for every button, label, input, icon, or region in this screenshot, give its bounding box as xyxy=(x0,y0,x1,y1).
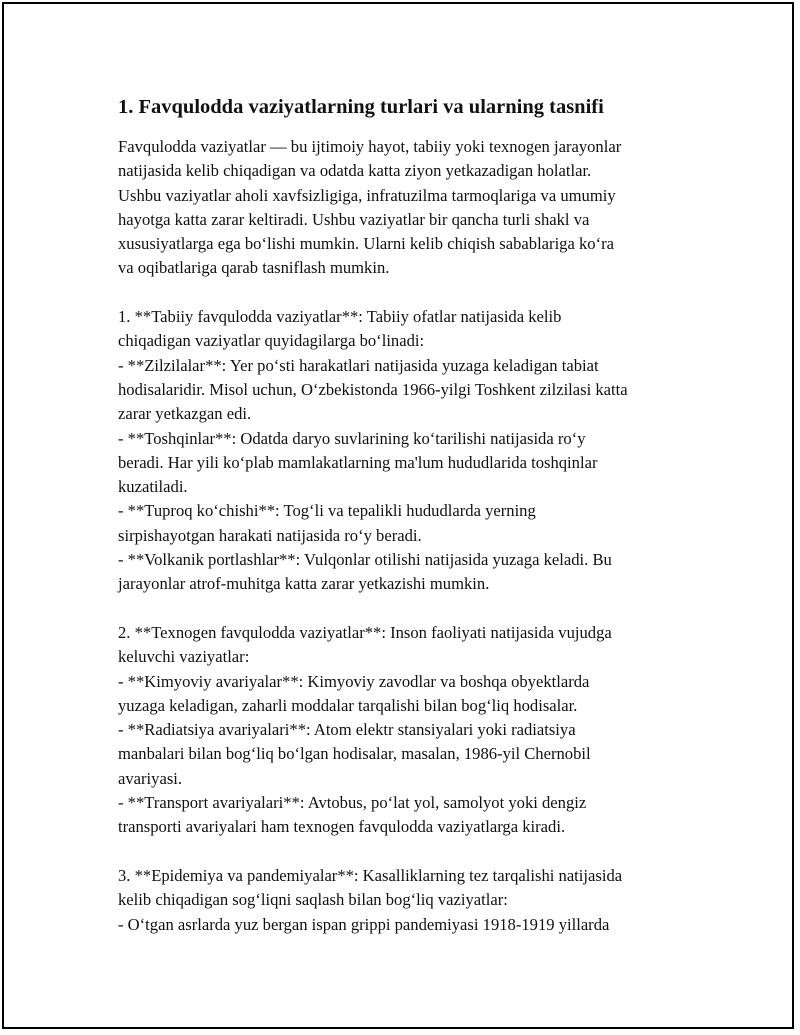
text-line: sirpishayotgan harakati natijasida ro‘y beradi. xyxy=(118,525,422,545)
text-line: avariyasi. xyxy=(118,768,183,788)
text-line: - **Kimyoviy avariyalar**: Kimyoviy zavodlar va boshqa obyektlarda xyxy=(118,671,590,691)
text-line: - **Toshqinlar**: Odatda daryo suvlarining ko‘tarilishi natijasida ro‘y xyxy=(118,428,586,448)
text-line: yuzaga keladigan, zaharli moddalar tarqalishi bilan bog‘liq hodisalar. xyxy=(118,695,578,715)
text-line: jarayonlar atrof-muhitga katta zarar yetkazishi mumkin. xyxy=(118,574,490,594)
text-line: kelib chiqadigan sog‘liqni saqlash bilan bog‘liq vaziyatlar: xyxy=(118,890,508,910)
paragraph-gap xyxy=(118,281,698,305)
document-body xyxy=(118,93,698,937)
text-line: Favqulodda vaziyatlar — bu ijtimoiy hayot, tabiiy yoki texnogen jarayonlar xyxy=(118,137,622,156)
text-line: manbalari bilan bog‘liq bo‘lgan hodisalar, masalan, 1986-yil Chernobil xyxy=(118,744,591,764)
text-line: beradi. Har yili ko‘plab mamlakatlarning ma'lum hududlarida toshqinlar xyxy=(118,452,598,472)
paragraph-gap xyxy=(118,840,698,864)
text-line: - **Tuproq ko‘chishi**: Tog‘li va tepalikli hududlarda yerning xyxy=(118,501,536,521)
text-line: natijasida kelib chiqadigan va odatda katta ziyon yetkazadigan holatlar. xyxy=(118,161,592,181)
text-line: 2. **Texnogen favqulodda vaziyatlar**: Inson faoliyati natijasida vujudga xyxy=(118,622,612,642)
text-line: transporti avariyalari ham texnogen favqulodda vaziyatlarga kiradi. xyxy=(118,817,566,837)
text-line: xususiyatlarga ega bo‘lishi mumkin. Ularni kelib chiqish sabablariga ko‘ra xyxy=(118,234,615,254)
text-line: - O‘tgan asrlarda yuz bergan ispan grippi pandemiyasi 1918-1919 yillarda xyxy=(118,914,610,934)
text-line: keluvchi vaziyatlar: xyxy=(118,647,250,667)
natural-emergencies-section xyxy=(118,305,698,597)
technogenic-emergencies-section xyxy=(118,621,698,840)
text-line: - **Transport avariyalari**: Avtobus, po‘lat yol, samolyot yoki dengiz xyxy=(118,793,587,813)
text-line: zarar yetkazgan edi. xyxy=(118,404,252,424)
text-line: kuzatiladi. xyxy=(118,477,188,497)
text-line: Ushbu vaziyatlar aholi xavfsizligiga, infratuzilma tarmoqlariga va umumiy xyxy=(118,185,616,205)
text-line: - **Radiatsiya avariyalari**: Atom elektr stansiyalari yoki radiatsiya xyxy=(118,720,576,740)
text-line: - **Volkanik portlashlar**: Vulqonlar otilishi natijasida yuzaga keladi. Bu xyxy=(118,550,612,570)
intro-paragraph xyxy=(118,135,698,281)
text-line: chiqadigan vaziyatlar quyidagilarga bo‘linadi: xyxy=(118,331,425,351)
text-line: hodisalaridir. Misol uchun, O‘zbekistonda 1966-yilgi Toshkent zilzilasi katta xyxy=(118,379,628,399)
text-line: 3. **Epidemiya va pandemiyalar**: Kasalliklarning tez tarqalishi natijasida xyxy=(118,865,623,885)
epidemics-section xyxy=(118,864,698,937)
text-line: 1. **Tabiiy favqulodda vaziyatlar**: Tabiiy ofatlar natijasida kelib xyxy=(118,307,562,327)
text-line: hayotga katta zarar keltiradi. Ushbu vaziyatlar bir qancha turli shakl va xyxy=(118,209,590,229)
text-line: va oqibatlariga qarab tasniflash mumkin. xyxy=(118,258,390,278)
paragraph-gap xyxy=(118,597,698,621)
section-heading: 1. Favqulodda vaziyatlarning turlari va ularning tasnifi xyxy=(118,96,604,118)
text-line: - **Zilzilalar**: Yer po‘sti harakatlari natijasida yuzaga keladigan tabiat xyxy=(118,355,599,375)
